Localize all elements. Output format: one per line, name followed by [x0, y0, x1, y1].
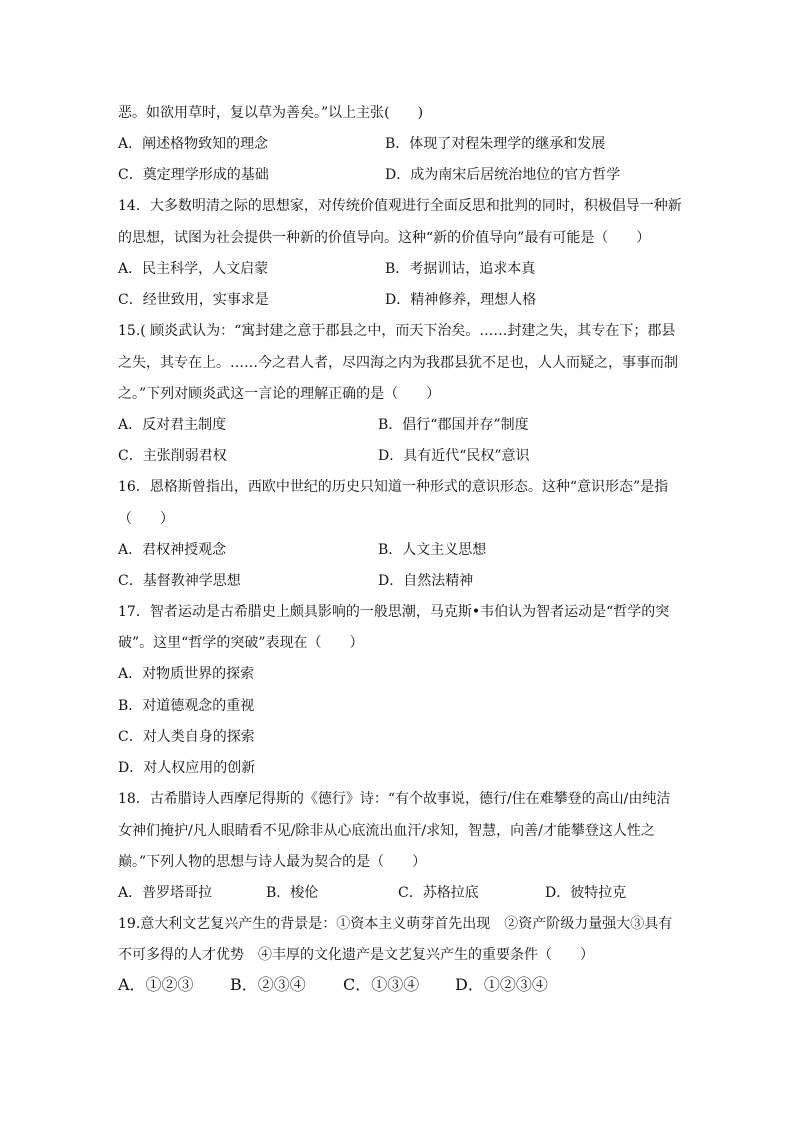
q18-stem-line: 18．古希腊诗人西摩尼得斯的《德行》诗：“有个故事说，德行/住在难攀登的高山/由纯洁	[118, 791, 671, 807]
q17-option-a[interactable]: A．对物质世界的探索	[118, 666, 255, 682]
q14-option-a[interactable]: A．民主科学，人文启蒙	[118, 261, 269, 277]
q17-stem-line: 破”。这里“哲学的突破”表现在（ ）	[118, 635, 364, 651]
q19-stem-line: 19.意大利文艺复兴产生的背景是：①资本主义萌芽首先出现 ②资产阶级力量强大③具有	[118, 916, 673, 932]
q18-option-b[interactable]: B．梭伦	[266, 885, 319, 901]
q18-stem-line: 女神们掩护/凡人眼睛看不见/除非从心底流出血汗/求知，智慧，向善/才能攀登这人性之	[118, 823, 655, 839]
q17-option-d[interactable]: D．对人权应用的创新	[118, 760, 256, 776]
q19-option-b[interactable]: B．②③④	[230, 975, 306, 994]
q13-stem-line: 恶。如欲用草时，复以草为善矣。”以上主张( )	[118, 105, 424, 121]
q18-stem-line: 巅。”下列人物的思想与诗人最为契合的是（ ）	[118, 854, 427, 870]
q19-option-a[interactable]: A．①②③	[118, 975, 194, 994]
q16-option-d[interactable]: D．自然法精神	[378, 573, 474, 589]
q14-stem-line: 14．大多数明清之际的思想家，对传统价值观进行全面反思和批判的同时，积极倡导一种新	[118, 198, 682, 214]
q19-stem-line: 不可多得的人才优势 ④丰厚的文化遗产是文艺复兴产生的重要条件（ ）	[118, 947, 594, 963]
q15-stem-line: 15.( 顾炎武认为：“寓封建之意于郡县之中，而天下治矣。……封建之失，其专在下；郡县	[118, 323, 676, 339]
q15-stem-line: 之。”下列对顾炎武这一言论的理解正确的是（ ）	[118, 386, 441, 402]
q15-option-d[interactable]: D．具有近代“民权”意识	[378, 448, 530, 464]
q13-option-a[interactable]: A．阐述格物致知的理念	[118, 136, 269, 152]
q16-option-c[interactable]: C．基督教神学思想	[118, 573, 241, 589]
q17-option-b[interactable]: B．对道德观念的重视	[118, 698, 255, 714]
q18-option-a[interactable]: A．普罗塔哥拉	[118, 885, 213, 901]
q13-option-c[interactable]: C．奠定理学形成的基础	[118, 167, 269, 183]
q16-option-a[interactable]: A．君权神授观念	[118, 542, 227, 558]
q13-option-d[interactable]: D．成为南宋后居统治地位的官方哲学	[385, 167, 621, 183]
q14-option-c[interactable]: C．经世致用，实事求是	[118, 292, 269, 308]
q13-option-b[interactable]: B．体现了对程朱理学的继承和发展	[385, 136, 606, 152]
q15-option-c[interactable]: C．主张削弱君权	[118, 448, 227, 464]
q18-option-c[interactable]: C．苏格拉底	[398, 885, 479, 901]
q14-stem-line: 的思想，试图为社会提供一种新的价值导向。这种“新的价值导向”最有可能是（ ）	[118, 230, 651, 246]
q16-option-b[interactable]: B．人文主义思想	[378, 542, 487, 558]
q18-option-d[interactable]: D．彼特拉克	[545, 885, 627, 901]
q15-option-a[interactable]: A．反对君主制度	[118, 417, 227, 433]
q17-stem-line: 17．智者运动是古希腊史上颇具影响的一般思潮，马克斯•韦伯认为智者运动是“哲学的突	[118, 604, 670, 620]
q16-stem-line: （ ）	[118, 511, 174, 527]
q17-option-c[interactable]: C．对人类自身的探索	[118, 729, 255, 745]
q19-option-c[interactable]: C．①③④	[343, 975, 420, 994]
q14-option-b[interactable]: B．考据训诂，追求本真	[385, 261, 536, 277]
q15-option-b[interactable]: B．倡行“郡国并存”制度	[378, 417, 529, 433]
q19-option-d[interactable]: D．①②③④	[455, 975, 548, 994]
q14-option-d[interactable]: D．精神修养，理想人格	[385, 292, 537, 308]
q15-stem-line: 之失，其专在上。……今之君人者，尽四海之内为我郡县犹不足也，人人而疑之，事事而制	[118, 355, 678, 371]
q16-stem-line: 16．恩格斯曾指出，西欧中世纪的历史只知道一种形式的意识形态。这种“意识形态”是指	[118, 479, 669, 495]
